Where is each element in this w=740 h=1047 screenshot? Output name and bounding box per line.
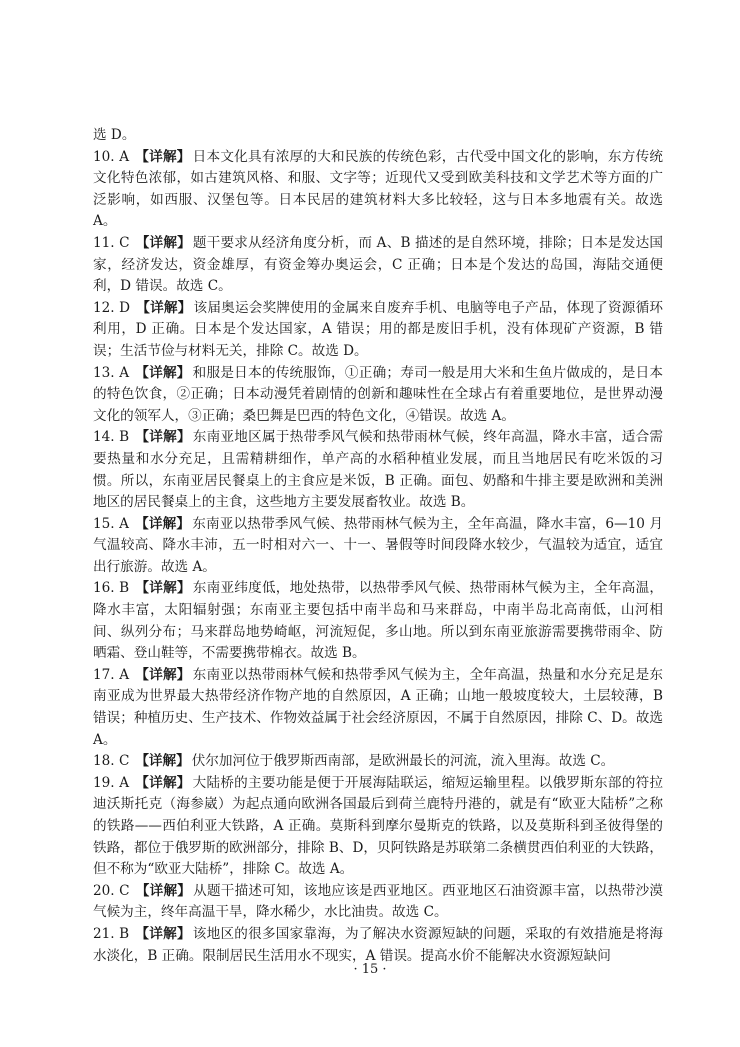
page-number: · 15 · bbox=[353, 962, 387, 977]
question-number: 19. A bbox=[93, 774, 130, 791]
explanation-tag: 【详解】 bbox=[135, 364, 191, 381]
question-number: 17. A bbox=[93, 666, 130, 683]
explanation-tag: 【详解】 bbox=[135, 774, 191, 791]
explanation-tag: 【详解】 bbox=[135, 429, 191, 446]
answer-item bbox=[93, 924, 663, 967]
explanation-tag: 【详解】 bbox=[135, 753, 190, 770]
explanation-text: 该届奥运会奖牌使用的金属来自废弃手机、电脑等电子产品，体现了资源循环利用，D 正确。日本是个发达国家，A 错误；用的都是废旧手机，没有体现矿产资源，B 错误；生活节俭与材料无关，排除 C。故选 D。 bbox=[93, 299, 664, 359]
answer-item bbox=[93, 578, 663, 664]
answer-item bbox=[93, 773, 663, 881]
answer-item bbox=[93, 751, 663, 773]
explanation-text: 该地区的很多国家靠海，为了解决水资源短缺的问题，采取的有效措施是将海水淡化，B 正确。限制居民生活用水不现实，A 错误。提高水价不能解决水资源短缺问 bbox=[93, 925, 664, 964]
explanation-text: 东南亚纬度低，地处热带，以热带季风气候、热带雨林气候为主，全年高温，降水丰富，太阳辐射强；东南亚主要包括中南半岛和马来群岛，中南半岛北高南低，山河相间、纵列分布；马来群岛地势崎岖，河流短促，多山地。所以到东南亚旅游需要携带雨伞、防晒霜、登山鞋等，不需要携带棉衣。故选 B。 bbox=[93, 580, 664, 662]
answer-item: 选 D。 bbox=[93, 127, 136, 143]
answer-item bbox=[93, 147, 663, 233]
explanation-tag: 【详解】 bbox=[135, 882, 192, 899]
explanation-tag: 【详解】 bbox=[135, 666, 191, 683]
question-number: 15. A bbox=[93, 515, 129, 532]
question-number: 12. D bbox=[93, 299, 131, 316]
question-number: 16. B bbox=[93, 580, 130, 597]
question-number: 18. C bbox=[93, 753, 130, 770]
explanation-text: 日本文化具有浓厚的大和民族的传统色彩，古代受中国文化的影响，东方传统文化特色浓郁，如古建筑风格、和服、文字等；近现代又受到欧美科技和文学艺术等方面的广泛影响，如西服、汉堡包等。日本民居的建筑材料大多比较轻，这与日本多地震有关。故选 A。 bbox=[93, 148, 664, 230]
answer-item bbox=[93, 233, 663, 298]
explanation-text: 题干要求从经济角度分析，而 A、B 描述的是自然环境，排除；日本是发达国家，经济发达，资金雄厚，有资金筹办奥运会，C 正确；日本是个发达的岛国，海陆交通便利，D 错误。故选 C。 bbox=[93, 234, 664, 295]
explanation-text: 从题干描述可知，该地应该是西亚地区。西亚地区石油资源丰富，以热带沙漠气候为主，终年高温干旱，降水稀少，水比油贵。故选 C。 bbox=[93, 882, 664, 921]
answer-item bbox=[93, 881, 663, 924]
answer-item bbox=[93, 427, 663, 513]
question-number: 10. A bbox=[93, 148, 130, 165]
explanation-text: 东南亚地区属于热带季风气候和热带雨林气候，终年高温，降水丰富，适合需要热量和水分充足，且需精耕细作，单产高的水稻种植业发展，而且当地居民有吃米饭的习惯。所以，东南亚居民餐桌上的主食应是米饭，B 正确。面包、奶酪和牛排主要是欧洲和美洲地区的居民餐桌上的主食，这些地方主要发展畜牧业。故选 B。 bbox=[93, 429, 664, 511]
explanation-tag: 【详解】 bbox=[135, 234, 191, 251]
question-number: 11. C bbox=[93, 234, 130, 251]
question-number: 14. B bbox=[93, 429, 130, 446]
explanation-text: 大陆桥的主要功能是便于开展海陆联运，缩短运输里程。以俄罗斯东部的符拉迪沃斯托克（海参崴）为起点通向欧洲各国最后到荷兰鹿特丹港的，就是有“欧亚大陆桥”之称的铁路——西伯利亚大铁路，A 正确。莫斯科到摩尔曼斯克的铁路，以及莫斯科到圣彼得堡的铁路，都位于俄罗斯的欧洲部分，排除 B、D，贝阿铁路是苏联第二条横贯西伯利亚的大铁路，但不称为“欧亚大陆桥”，排除 C。故选 A。 bbox=[93, 774, 664, 878]
question-number: 20. C bbox=[93, 882, 130, 899]
explanation-tag: 【详解】 bbox=[136, 299, 192, 316]
explanation-text: 和服是日本的传统服饰，①正确；寿司一般是用大米和生鱼片做成的，是日本的特色饮食，②正确；日本动漫凭着剧情的创新和趣味性在全球占有着重要地位，是世界动漫文化的领军人，③正确；桑巴舞是巴西的特色文化，④错误。故选 A。 bbox=[93, 364, 664, 424]
explanation-tag: 【详解】 bbox=[135, 925, 191, 942]
explanation-tag: 【详解】 bbox=[135, 148, 191, 165]
question-number: 21. B bbox=[93, 925, 130, 942]
question-number: 13. A bbox=[93, 364, 130, 381]
explanation-text: 伏尔加河位于俄罗斯西南部，是欧洲最长的河流，流入里海。故选 C。 bbox=[191, 753, 615, 770]
explanation-text: 东南亚以热带季风气候、热带雨林气候为主，全年高温，降水丰富，6—10 月气温较高、降水丰沛，五一时相对六一、十一、暑假等时间段降水较少，气温较为适宜，适宜出行旅游。故选 A。 bbox=[93, 515, 664, 575]
answer-explanations bbox=[93, 125, 663, 967]
answer-item bbox=[93, 363, 663, 428]
answer-item bbox=[93, 298, 663, 363]
answer-item bbox=[93, 665, 663, 751]
explanation-text: 东南亚以热带雨林气候和热带季风气候为主，全年高温，热量和水分充足是东南亚成为世界最大热带经济作物产地的自然原因，A 正确；山地一般坡度较大，土层较薄，B 错误；种植历史、生产技术、作物效益属于社会经济原因，不属于自然原因，排除 C、D。故选 A。 bbox=[93, 666, 664, 748]
explanation-tag: 【详解】 bbox=[135, 580, 191, 597]
explanation-tag: 【详解】 bbox=[134, 515, 191, 532]
answer-item bbox=[93, 514, 663, 579]
